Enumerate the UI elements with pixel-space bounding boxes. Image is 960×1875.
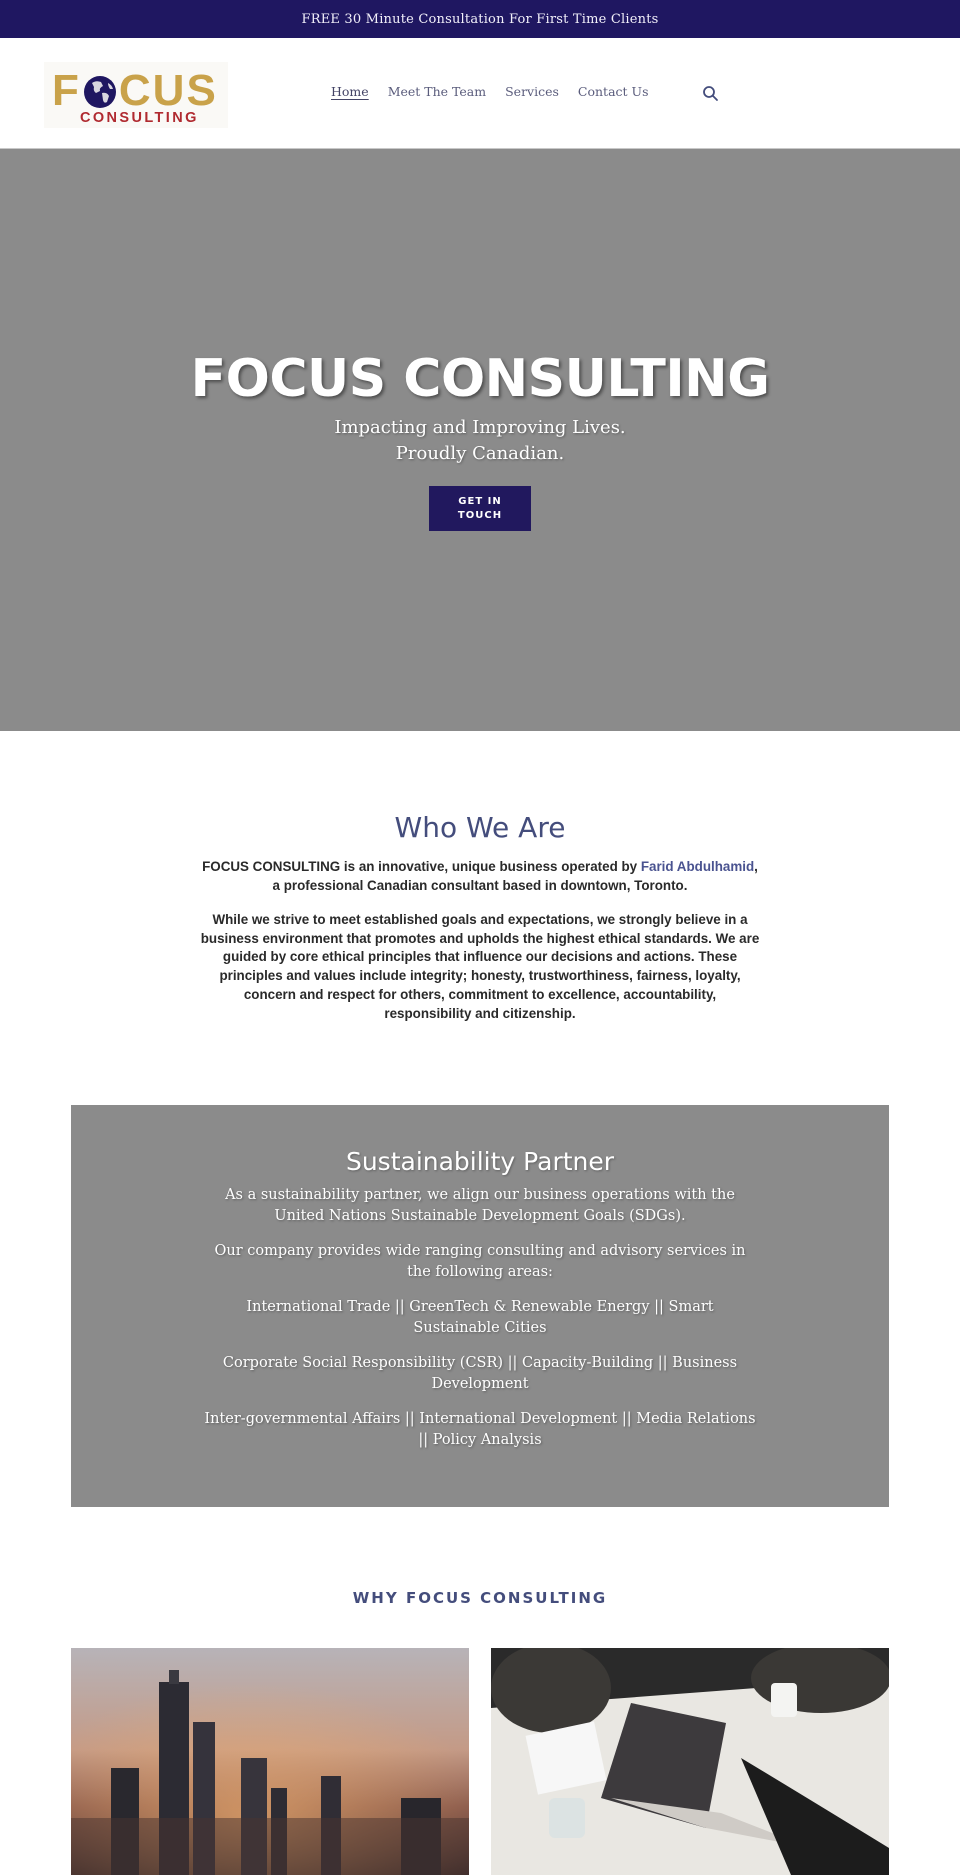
get-in-touch-line-2: TOUCH — [457, 509, 503, 521]
hero-subtitle-line-2: Proudly Canadian. — [395, 443, 565, 464]
founder-link[interactable]: Farid Abdulhamid — [640, 859, 755, 874]
service-areas-1: International Trade || GreenTech & Renewable Energy || Smart Sustainable Cities — [246, 1299, 714, 1336]
who-we-are-section — [0, 731, 960, 1105]
announcement-bar — [0, 0, 960, 38]
logo[interactable] — [44, 62, 228, 128]
nav-services[interactable]: Services — [505, 84, 559, 99]
hero-subtitle-line-1: Impacting and Improving Lives. — [334, 417, 626, 438]
city-skyline-image — [71, 1648, 469, 1875]
sustainability-section — [71, 1105, 889, 1507]
hero-subtitle — [0, 415, 960, 467]
sustainability-services-intro: Our company provides wide ranging consulting and advisory services in the following areas: — [214, 1243, 746, 1280]
laptop-meeting-image — [491, 1648, 889, 1875]
nav-meet-the-team[interactable]: Meet The Team — [387, 84, 487, 99]
hero-title: FOCUS CONSULTING — [190, 349, 770, 409]
main-nav — [331, 84, 668, 99]
who-intro-text-end: , a professional Canadian consultant based in downtown, Toronto. — [272, 859, 758, 893]
who-we-are-heading: Who We Are — [394, 811, 566, 844]
who-we-are-values: While we strive to meet established goals and expectations, we strongly believe in a business environment that promotes and upholds the highest ethical standards. We are guided by core ethical principles that influence our decisions and actions. These principles and values include integrity; honesty, trustworthiness, fairness, loyalty, concern and respect for others, commitment to excellence, accountability, responsibility and citizenship. — [200, 912, 760, 1021]
announcement-text: FREE 30 Minute Consultation For First Time Clients — [301, 11, 659, 27]
why-focus-heading: WHY FOCUS CONSULTING — [352, 1589, 608, 1607]
get-in-touch-line-1: GET IN — [458, 495, 502, 507]
nav-contact-us[interactable]: Contact Us — [577, 84, 649, 99]
hero-banner — [0, 149, 960, 731]
nav-home[interactable]: Home — [331, 84, 369, 99]
get-in-touch-button[interactable] — [429, 486, 531, 531]
logo-subtext: CONSULTING — [80, 110, 199, 126]
search-icon — [700, 83, 722, 105]
sustainability-heading: Sustainability Partner — [345, 1147, 615, 1176]
service-areas-3: Inter-governmental Affairs || International Development || Media Relations || Policy Analysis — [204, 1411, 756, 1448]
logo-wordmark: F CUS — [52, 66, 218, 115]
service-areas-2: Corporate Social Responsibility (CSR) || Capacity-Building || Business Development — [222, 1355, 738, 1392]
who-we-are-intro — [200, 858, 760, 895]
who-intro-text: FOCUS CONSULTING is an innovative, unique business operated by — [202, 859, 641, 874]
globe-icon — [82, 71, 118, 111]
search-button[interactable] — [700, 83, 722, 105]
site-header — [0, 38, 960, 149]
sustainability-intro: As a sustainability partner, we align our business operations with the United Nations Sustainable Development Goals (SDGs). — [225, 1187, 735, 1224]
